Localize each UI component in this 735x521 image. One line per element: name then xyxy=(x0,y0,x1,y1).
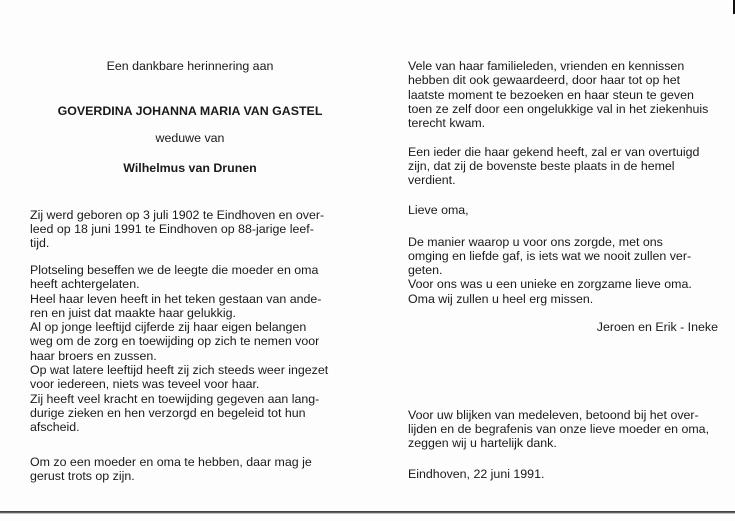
card-bottom-edge xyxy=(0,511,735,514)
thanks-line: lijden en de begrafenis van onze lieve moeder en oma, xyxy=(408,422,710,436)
place-date-line: Eindhoven, 22 juni 1991. xyxy=(408,467,545,481)
life-line: Al op jonge leeftijd cijferde zij haar eigen belangen xyxy=(30,320,307,334)
closing-line: Om zo een moeder en oma te hebben, daar mag je xyxy=(30,455,312,469)
thanks-line: zeggen wij u hartelijk dank. xyxy=(408,436,557,450)
family-line: Vele van haar familieleden, vrienden en kennissen xyxy=(408,59,685,73)
family-line: toen ze zelf door een ongelukkige val in het ziekenhuis xyxy=(408,102,709,116)
life-line: heeft achtergelaten. xyxy=(30,277,140,291)
life-line: voor iedereen, niets was teveel voor haar. xyxy=(30,377,260,391)
birth-line: leed op 18 juni 1991 te Eindhoven op 88-jarige leef- xyxy=(30,222,314,236)
grand-line: geten. xyxy=(408,263,443,277)
life-line: Op wat latere leeftijd heeft zij zich steeds weer ingezet xyxy=(30,363,329,377)
life-line: Zij heeft veel kracht en toewijding gegeven aan lang- xyxy=(30,392,320,406)
grand-line: omging en liefde gaf, is iets wat we nooit zullen ver- xyxy=(408,249,692,263)
widow-of-line: weduwe van xyxy=(155,131,225,145)
life-line: weg om de zorg en toewijding op zich te nemen voor xyxy=(30,334,320,348)
family-line: hebben dit ook gewaardeerd, door haar tot op het xyxy=(408,73,681,87)
grand-line: Oma wij zullen u heel erg missen. xyxy=(408,292,594,306)
family-line: terecht kwam. xyxy=(408,116,486,130)
life-line: Heel haar leven heeft in het teken gestaan van ande- xyxy=(30,292,322,306)
heaven-line: Een ieder die haar gekend heeft, zal er van overtuigd xyxy=(408,145,700,159)
thanks-line: Voor uw blijken van medeleven, betoond bij het over- xyxy=(408,408,699,422)
birth-line: Zij werd geboren op 3 juli 1902 te Eindhoven en over- xyxy=(30,208,325,222)
signature-line: Jeroen en Erik - Ineke xyxy=(596,320,718,334)
life-line: haar broers en zussen. xyxy=(30,349,157,363)
life-line: afscheid. xyxy=(30,420,80,434)
deceased-name: GOVERDINA JOHANNA MARIA VAN GASTEL xyxy=(57,104,323,118)
life-line: durige zieken en hen verzorgd en begeleid tot hun xyxy=(30,406,306,420)
husband-name: Wilhelmus van Drunen xyxy=(123,161,257,175)
heaven-line: verdient. xyxy=(408,173,456,187)
grand-line: De manier waarop u voor ons zorgde, met ons xyxy=(408,235,663,249)
life-line: ren en juist dat maakte haar gelukkig. xyxy=(30,306,236,320)
life-line: Plotseling beseffen we de leegte die moeder en oma xyxy=(30,263,319,277)
birth-line: tijd. xyxy=(30,236,50,250)
intro-line: Een dankbare herinnering aan xyxy=(106,59,274,73)
closing-line: gerust trots op zijn. xyxy=(30,469,135,483)
grand-line: Voor ons was u een unieke en zorgzame lieve oma. xyxy=(408,277,692,291)
greeting-line: Lieve oma, xyxy=(408,203,469,217)
family-line: laatste moment te bezoeken en haar steun te geven xyxy=(408,88,694,102)
heaven-line: zijn, dat zij de bovenste beste plaats in de hemel xyxy=(408,159,675,173)
